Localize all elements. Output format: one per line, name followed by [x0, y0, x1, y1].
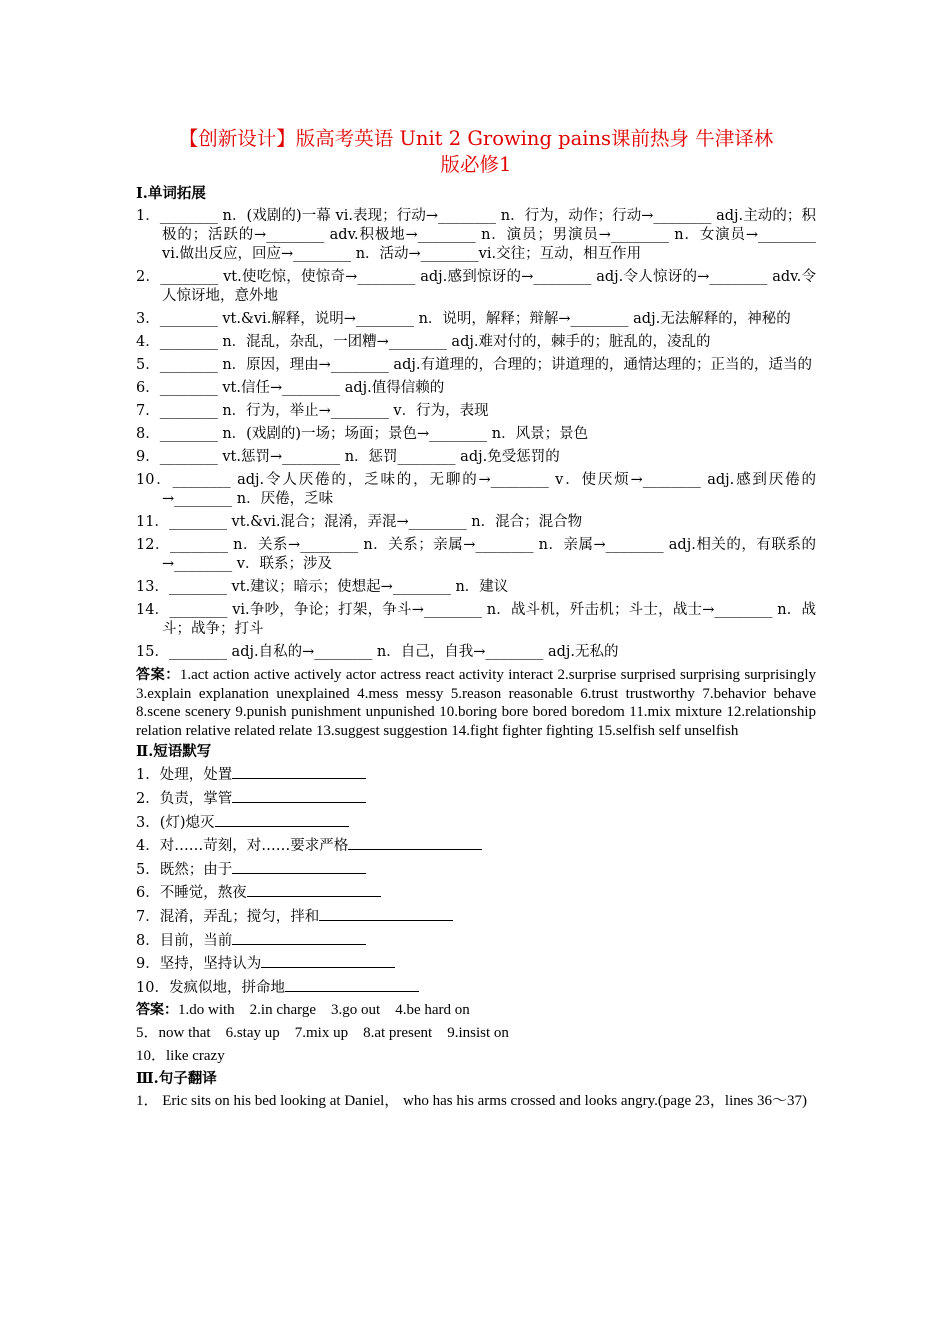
answer-label: 答案： [136, 667, 180, 683]
answer-blank[interactable] [319, 907, 453, 921]
vocab-item: 10．________ adj.令人厌倦的，乏味的，无聊的→________ v．使厌烦→________ adj.感到厌倦的→________ n．厌倦，乏味 [136, 472, 816, 507]
answer-blank[interactable] [348, 836, 482, 850]
vocab-item: 6．________ vt.信任→________ adj.值得信赖的 [136, 380, 445, 396]
phrase-text: 1．处理，处置 [136, 767, 233, 784]
title-line-1: 【创新设计】版高考英语 Unit 2 Growing pains课前热身 牛津译林 [178, 127, 774, 150]
answer-line: 5．now that 6.stay up 7.mix up 8.at present 9.insist on [136, 1024, 509, 1041]
vocab-item: 5．________ n．原因，理由→________ adj.有道理的，合理的；讲道理的，通情达理的；正当的，适当的 [136, 357, 812, 373]
section-1-answer [136, 666, 816, 740]
phrase-text: 7．混淆，弄乱；搅匀，拌和 [136, 908, 320, 925]
translation-item: 1． Eric sits on his bed looking at Daniel， who has his arms crossed and looks angry.(page 23，lines 36～37) [136, 1093, 808, 1110]
phrase-item [136, 883, 816, 903]
vocab-item: 2．________ vt.使吃惊，使惊奇→________ adj.感到惊讶的→________ adj.令人惊讶的→________ adv.令人惊讶地，意外地 [136, 269, 816, 304]
phrase-text: 2．负责，掌管 [136, 790, 233, 807]
vocab-item: 8．________ n．(戏剧的)一场；场面；景色→________ n．风景；景色 [136, 426, 589, 442]
phrase-text: 9．坚持，坚持认为 [136, 956, 262, 973]
section-1-heading: Ⅰ.单词拓展 [136, 185, 206, 202]
phrase-item [136, 954, 816, 974]
answer-blank[interactable] [232, 765, 366, 779]
vocab-item: 11．________ vt.&vi.混合；混淆，弄混→________ n．混合；混合物 [136, 514, 583, 530]
vocab-item: 13．________ vt.建议；暗示；使想起→________ n．建议 [136, 579, 509, 595]
phrase-item [136, 931, 816, 951]
section-2-answer [136, 1001, 816, 1020]
answer-blank[interactable] [285, 978, 419, 992]
document-content [136, 126, 816, 1115]
answer-blank[interactable] [232, 860, 366, 874]
phrase-text: 6．不睡觉，熬夜 [136, 885, 247, 902]
section-2-heading: Ⅱ.短语默写 [136, 743, 212, 761]
phrase-item [136, 907, 816, 927]
phrase-item [136, 789, 816, 809]
phrase-text: 5．既然；由于 [136, 861, 233, 878]
section-1-list [136, 207, 816, 662]
vocab-item: 12．________ n．关系→________ n．关系；亲属→________ n．亲属→________ adj.相关的，有联系的→________ v．联系；涉及 [136, 537, 816, 572]
section-2-list [136, 765, 816, 997]
answer-line: 1.do with 2.in charge 3.go out 4.be hard on [178, 1002, 470, 1019]
answer-blank[interactable] [261, 954, 395, 968]
vocab-item: 3．________ vt.&vi.解释，说明→________ n．说明，解释；辩解→________ adj.无法解释的，神秘的 [136, 311, 791, 327]
answer-blank[interactable] [247, 883, 381, 897]
phrase-text: 4．对……苛刻，对……要求严格 [136, 838, 349, 855]
phrase-item [136, 765, 816, 785]
vocab-item: 9．________ vt.惩罚→________ n．惩罚________ adj.免受惩罚的 [136, 449, 560, 465]
answer-blank[interactable] [232, 931, 366, 945]
phrase-text: 8．目前，当前 [136, 932, 233, 949]
section-3-heading: Ⅲ.句子翻译 [136, 1070, 217, 1088]
answer-blank[interactable] [232, 789, 366, 803]
title-line-2: 版必修1 [440, 153, 512, 176]
vocab-item: 7．________ n．行为，举止→________ v．行为，表现 [136, 403, 489, 419]
answer-text: 1.act action active actively actor actress react activity interact 2.surprise surprised surprising surprisingly 3.explain explanation unexplained 4.mess messy 5.reason reasonable 6.trust trustworthy 7.behavior behave 8.scene scenery 9.punish punishment unpunished 10.boring bore bored boredom 11.mix mixture 12.relationship relation relative related relate 13.suggest suggestion 14.fight fighter fighting 15.selfish self unselfish [136, 667, 816, 739]
vocab-item: 14．________ vi.争吵，争论；打架，争斗→________ n．战斗机，歼击机；斗士，战士→________ n．战斗；战争；打斗 [136, 602, 816, 637]
answer-line: 10．like crazy [136, 1047, 225, 1064]
phrase-text: 3．(灯)熄灭 [136, 814, 215, 831]
phrase-item [136, 836, 816, 856]
vocab-item: 4．________ n．混乱，杂乱，一团糟→________ adj.难对付的，棘手的；脏乱的，凌乱的 [136, 334, 711, 350]
vocab-item: 15．________ adj.自私的→________ n．自己，自我→________ adj.无私的 [136, 644, 619, 660]
answer-blank[interactable] [215, 813, 349, 827]
phrase-text: 10．发疯似地，拼命地 [136, 979, 285, 996]
phrase-item [136, 978, 816, 998]
phrase-item [136, 860, 816, 880]
vocab-item: 1．________ n．(戏剧的)一幕 vi.表现；行动→________ n．行为，动作；行动→________ adj.主动的；积极的；活跃的→________ adv.积极地→________ n．演员；男演员→________ n．女演员→________ vi.做出反应，回应→________ n．活动→________vi.交往；互动，相互作用 [136, 208, 816, 262]
answer-label: 答案： [136, 1002, 178, 1019]
phrase-item [136, 813, 816, 833]
document-title [136, 126, 816, 178]
